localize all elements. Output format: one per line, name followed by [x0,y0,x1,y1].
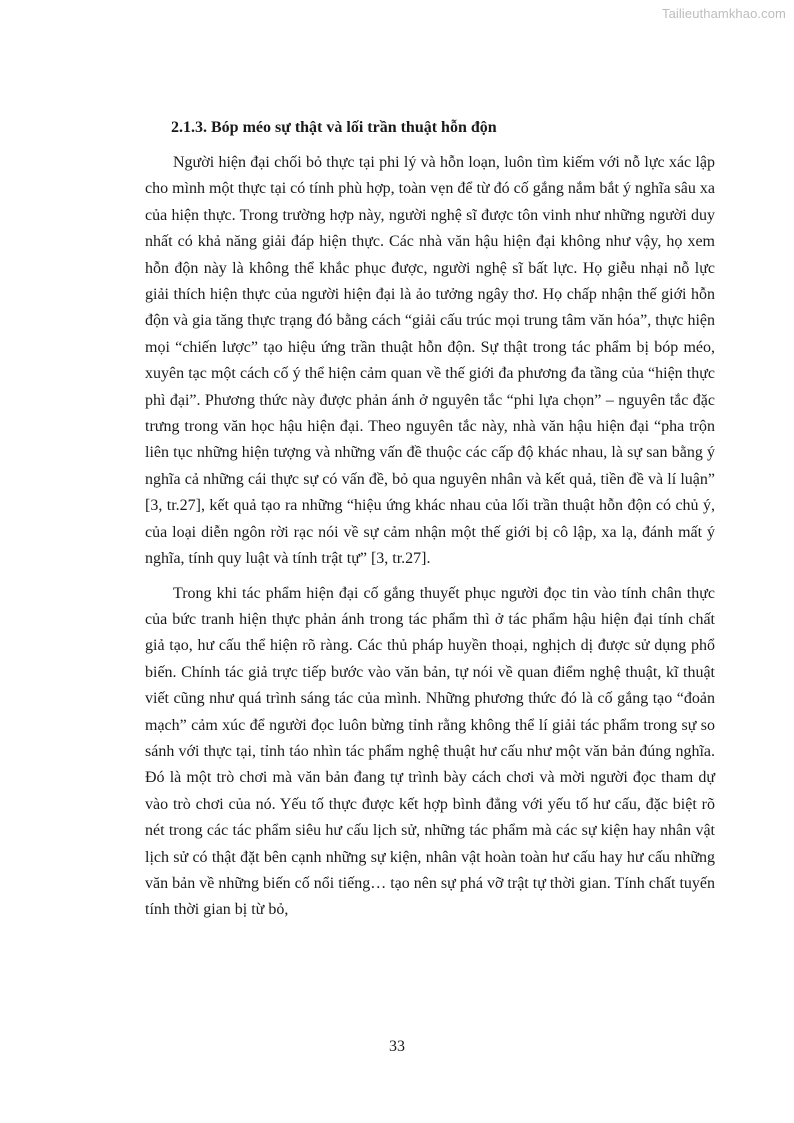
section-heading: 2.1.3. Bóp méo sự thật và lối trần thuật hỗn độn [171,119,497,136]
page-number: 33 [389,1038,405,1055]
body-paragraph-1: Người hiện đại chối bỏ thực tại phi lý và hỗn loạn, luôn tìm kiếm với nỗ lực xác lập cho mình một thực tại có tính phù hợp, toàn vẹn để từ đó cố gắng nắm bắt ý nghĩa sâu xa của hiện thực. Trong trường hợp này, người nghệ sĩ được tôn vinh như những người duy nhất có khả năng giải đáp hiện thực. Các nhà văn hậu hiện đại không như vậy, họ xem hỗn độn này là không thể khắc phục được, người nghệ sĩ bất lực. Họ giễu nhại nỗ lực giải thích hiện thực của người hiện đại là ảo tưởng ngây thơ. Họ chấp nhận thế giới hỗn độn và gia tăng thực trạng đó bằng cách “giải cấu trúc mọi trung tâm văn hóa”, thực hiện mọi “chiến lược” tạo hiệu ứng trần thuật hỗn độn. Sự thật trong tác phẩm bị bóp méo, xuyên tạc một cách cố ý thể hiện cảm quan về thế giới đa phương đa tầng của “hiện thực phì đại”. Phương thức này được phản ánh ở nguyên tắc “phi lựa chọn” – nguyên tắc đặc trưng trong văn học hậu hiện đại. Theo nguyên tắc này, nhà văn hậu hiện đại “pha trộn liên tục những hiện tượng và những vấn đề thuộc các cấp độ khác nhau, là sự san bằng ý nghĩa cả những cái thực sự có vấn đề, bỏ qua nguyên nhân và kết quả, tiền đề và lí luận” [3, tr.27], kết quả tạo ra những “hiệu ứng khác nhau của lối trần thuật hỗn độn có chủ ý, của loại diễn ngôn rời rạc nói về sự cảm nhận một thế giới bị cô lập, xa lạ, đánh mất ý nghĩa, tính quy luật và tính trật tự” [3, tr.27]. [145,154,715,568]
page-content [145,118,715,932]
watermark-text: Tailieuthamkhao.com [661,6,786,21]
body-paragraph-2: Trong khi tác phẩm hiện đại cố gắng thuyết phục người đọc tin vào tính chân thực của bức tranh hiện thực phản ánh trong tác phẩm thì ở tác phẩm hậu hiện đại tính chất giả tạo, hư cấu thể hiện rõ ràng. Các thủ pháp huyền thoại, nghịch dị được sử dụng phổ biến. Chính tác giả trực tiếp bước vào văn bản, tự nói về quan điểm nghệ thuật, kĩ thuật viết cũng như quá trình sáng tác của mình. Những phương thức đó là cố gắng tạo “đoản mạch” cảm xúc để người đọc luôn bừng tỉnh rằng không thể lí giải tác phẩm trong sự so sánh với thực tại, tỉnh táo nhìn tác phẩm nghệ thuật hư cấu như một văn bản đúng nghĩa. Đó là một trò chơi mà văn bản đang tự trình bày cách chơi và mời người đọc tham dự vào trò chơi của nó. Yếu tố thực được kết hợp bình đẳng với yếu tố hư cấu, đặc biệt rõ nét trong các tác phẩm siêu hư cấu lịch sử, những tác phẩm mà các sự kiện hay nhân vật lịch sử có thật đặt bên cạnh những sự kiện, nhân vật hoàn toàn hư cấu hay hư cấu những văn bản về những biến cố nổi tiếng… tạo nên sự phá vỡ trật tự thời gian. Tính chất tuyến tính thời gian bị từ bỏ, [145,584,715,919]
